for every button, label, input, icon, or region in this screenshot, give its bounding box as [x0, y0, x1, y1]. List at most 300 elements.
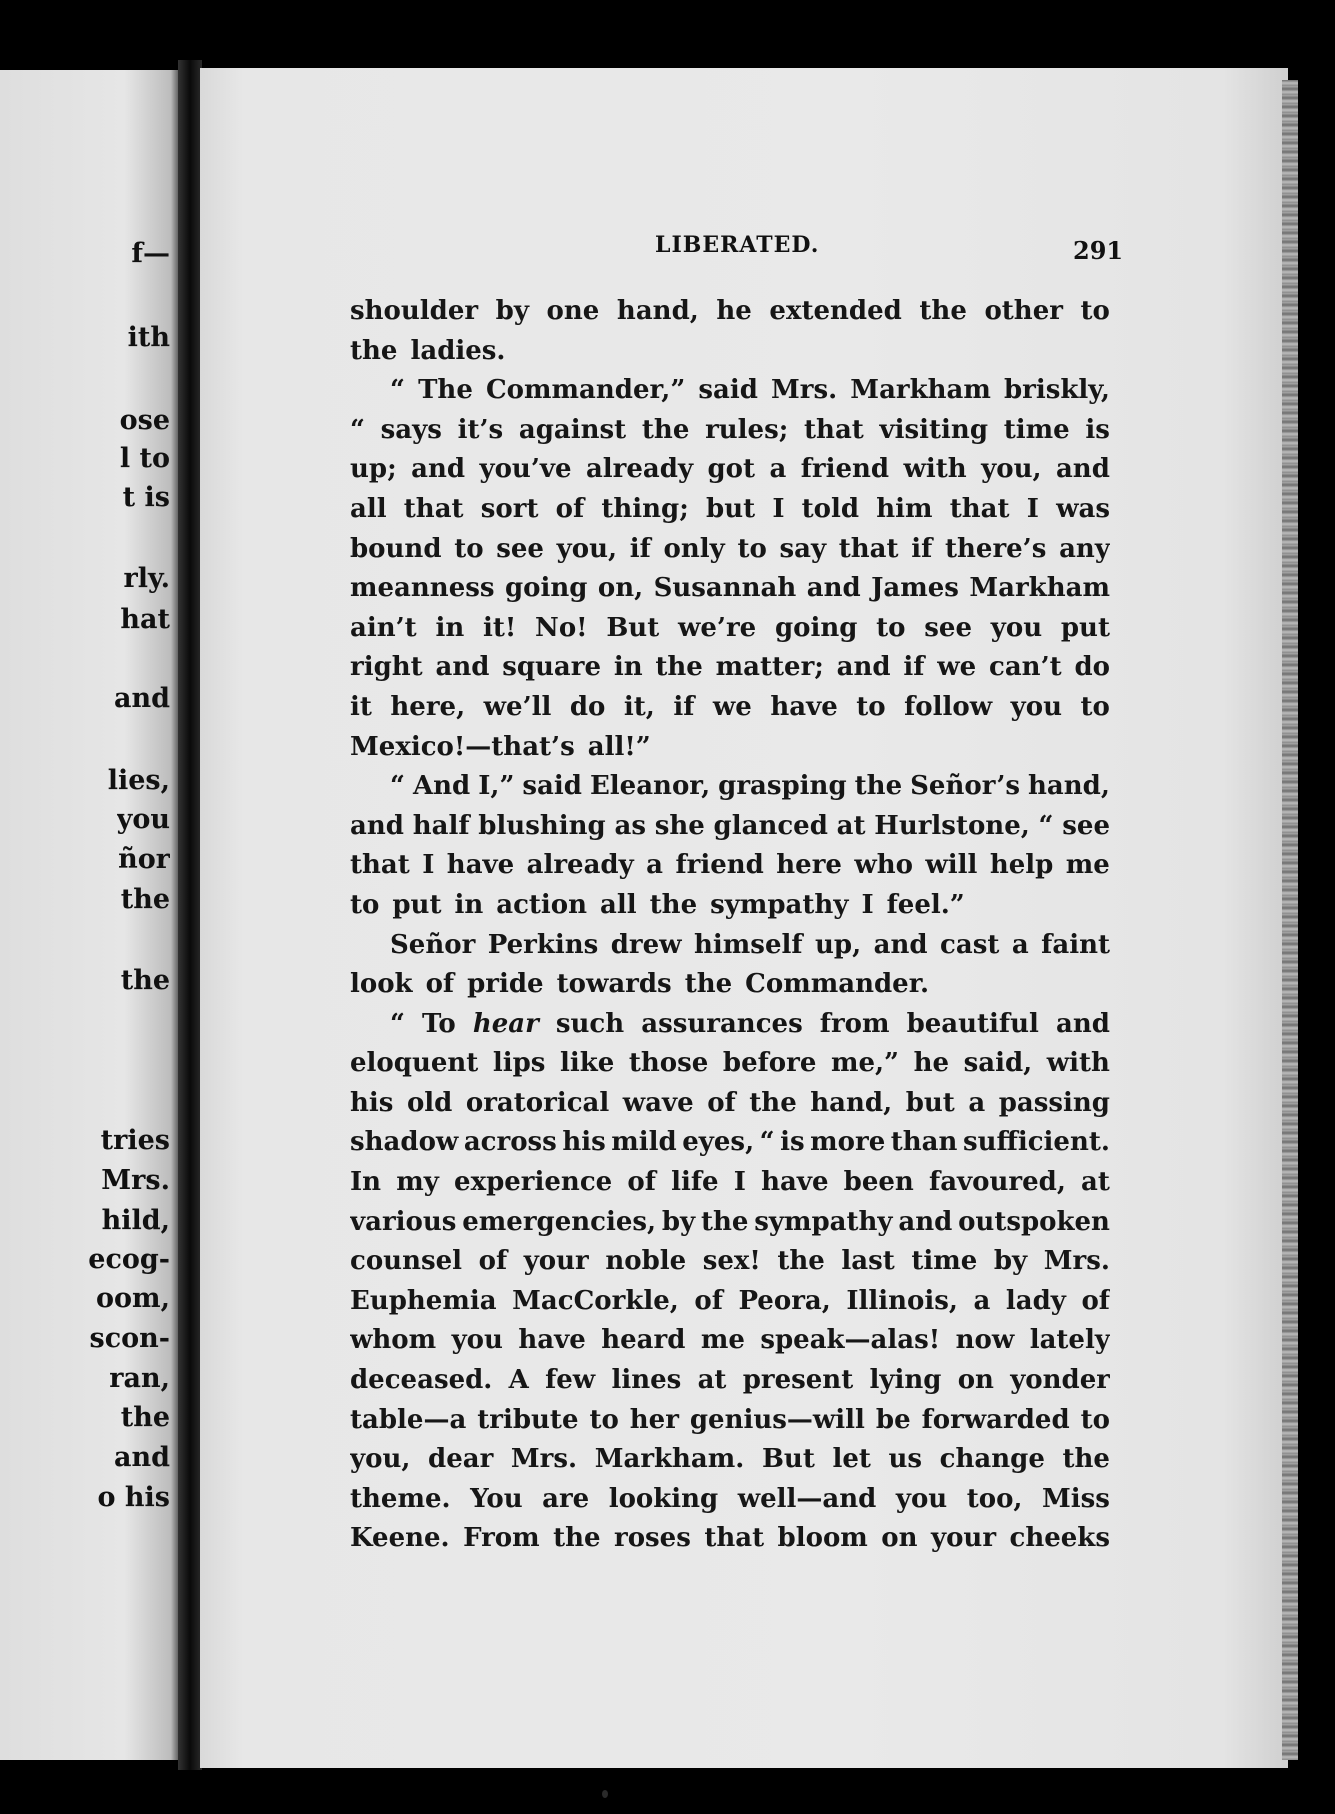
text-line: [350, 1361, 1110, 1401]
text-line: [350, 1005, 1110, 1045]
text-line: [350, 1401, 1110, 1441]
word: put: [1060, 612, 1110, 643]
word: “: [390, 1008, 405, 1039]
word: his: [350, 1087, 394, 1118]
word: such: [555, 1008, 625, 1039]
word: him: [876, 493, 933, 524]
word: lying: [869, 1365, 942, 1396]
word: the: [700, 1206, 749, 1237]
word: let: [832, 1444, 871, 1475]
word: if: [911, 533, 933, 564]
word: by: [661, 1206, 696, 1237]
word: the: [1062, 1444, 1110, 1475]
word: going: [504, 573, 588, 604]
word: but: [905, 1087, 955, 1118]
word: see: [924, 612, 973, 643]
word: across: [463, 1127, 557, 1158]
text-line: [350, 1084, 1110, 1124]
word: she: [654, 810, 705, 841]
facing-page-fragment: ose: [119, 405, 170, 436]
text-line: [350, 411, 1110, 451]
word: that: [403, 493, 464, 524]
word: is: [780, 1127, 805, 1158]
word: it!: [482, 612, 517, 643]
word: bloom: [777, 1523, 868, 1554]
word: we’ll: [483, 691, 552, 722]
word: whom: [350, 1325, 437, 1356]
text-line: [350, 1480, 1110, 1520]
word: I: [422, 850, 435, 881]
word: of: [478, 1246, 508, 1277]
word: hear: [472, 1008, 539, 1039]
word: all: [350, 493, 387, 524]
word: in: [613, 652, 643, 683]
word: oratorical: [465, 1087, 610, 1118]
word: present: [742, 1365, 854, 1396]
facing-page-fragment: and: [113, 683, 170, 714]
word: Mrs.: [771, 375, 838, 406]
text-line: [350, 1321, 1110, 1361]
word: lines: [611, 1365, 682, 1396]
word: you: [1010, 691, 1062, 722]
word: than: [890, 1127, 958, 1158]
word: on,: [597, 573, 644, 604]
word: Susannah: [653, 573, 797, 604]
word: experience: [454, 1167, 613, 1198]
word: to: [589, 1404, 619, 1435]
word: But: [761, 1444, 815, 1475]
word: at: [836, 810, 866, 841]
word: feel.”: [886, 889, 965, 920]
word: “: [1038, 810, 1054, 841]
word: it: [350, 691, 372, 722]
facing-page-fragment: and: [113, 1442, 170, 1473]
word: ladies.: [410, 335, 506, 366]
text-line: [350, 1242, 1110, 1282]
word: by: [993, 1246, 1028, 1277]
word: rules;: [705, 414, 789, 445]
word: himself: [694, 929, 803, 960]
word: well—and: [737, 1483, 877, 1514]
word: No!: [535, 612, 588, 643]
word: see: [496, 533, 544, 564]
word: only: [663, 533, 725, 564]
word: and: [873, 929, 928, 960]
text-line: [350, 1163, 1110, 1203]
facing-page-fragment: ecog-: [88, 1244, 170, 1275]
word: said: [698, 375, 758, 406]
word: of: [707, 1087, 736, 1118]
word: to: [876, 612, 906, 643]
word: that: [350, 850, 410, 881]
word: change: [939, 1444, 1045, 1475]
word: pride: [467, 969, 544, 1000]
word: “: [390, 375, 405, 406]
word: time: [1003, 414, 1070, 445]
text-line: [350, 1440, 1110, 1480]
word: is: [1085, 414, 1110, 445]
word: more: [810, 1127, 886, 1158]
word: towards: [556, 969, 672, 1000]
word: the: [350, 335, 398, 366]
word: and: [836, 652, 891, 683]
word: who: [854, 850, 913, 881]
word: “: [390, 771, 405, 802]
word: hand,: [1028, 771, 1110, 802]
word: I: [861, 889, 874, 920]
page-edge: [1282, 80, 1298, 1760]
word: visiting: [879, 414, 988, 445]
facing-page-fragment: oom,: [96, 1283, 170, 1314]
word: too,: [966, 1483, 1023, 1514]
word: bound: [350, 533, 442, 564]
word: last: [841, 1246, 895, 1277]
word: me: [700, 1325, 745, 1356]
text-line: [350, 1282, 1110, 1322]
word: glanced: [713, 810, 828, 841]
text-line: [350, 490, 1110, 530]
word: and: [898, 1206, 953, 1237]
word: there’s: [944, 533, 1047, 564]
word: and: [350, 810, 404, 841]
word: briskly,: [1004, 375, 1110, 406]
word: grasping: [718, 771, 847, 802]
word: MacCorkle,: [512, 1285, 679, 1316]
word: In: [350, 1167, 382, 1198]
word: of: [694, 1285, 723, 1316]
word: put: [392, 889, 442, 920]
word: and: [1055, 1008, 1110, 1039]
word: action: [496, 889, 588, 920]
facing-page-fragment: the: [120, 965, 170, 996]
word: counsel: [350, 1246, 463, 1277]
word: in: [435, 612, 465, 643]
facing-page-fragment: tries: [100, 1125, 170, 1156]
text-line: [350, 530, 1110, 570]
word: of: [425, 969, 455, 1000]
word: going: [774, 612, 858, 643]
word: the: [655, 652, 703, 683]
word: any: [1059, 533, 1110, 564]
word: we’re: [677, 612, 757, 643]
word: looking: [608, 1483, 719, 1514]
word: be: [875, 1404, 911, 1435]
text-line: [350, 965, 1110, 1005]
text-line: [350, 450, 1110, 490]
word: we: [712, 691, 752, 722]
word: faint: [1041, 929, 1110, 960]
word: I: [1026, 493, 1039, 524]
word: Hurlstone,: [874, 810, 1030, 841]
word: extended: [769, 296, 902, 326]
word: tribute: [477, 1404, 579, 1435]
word: sort: [480, 493, 539, 524]
word: meanness: [350, 573, 495, 604]
word: can’t: [989, 652, 1062, 683]
text-line: [350, 688, 1110, 728]
word: And: [412, 771, 471, 802]
facing-page-fragment: ran,: [109, 1363, 170, 1394]
facing-page-fragment: l to: [119, 443, 170, 474]
word: dear: [428, 1444, 494, 1475]
word: To: [422, 1008, 456, 1039]
word: friend: [675, 850, 764, 881]
word: a: [646, 850, 664, 881]
word: Perkins: [487, 929, 599, 960]
word: my: [396, 1167, 439, 1198]
word: drew: [610, 929, 682, 960]
word: the: [749, 1087, 797, 1118]
word: to: [1080, 691, 1110, 722]
facing-page-fragment: o his: [97, 1482, 170, 1513]
word: thing;: [601, 493, 689, 524]
word: But: [606, 612, 660, 643]
text-line: [350, 1203, 1110, 1243]
word: on: [881, 1523, 918, 1554]
word: shoulder: [350, 296, 479, 326]
word: have: [770, 691, 838, 722]
text-line: [350, 648, 1110, 688]
word: the: [854, 771, 903, 802]
word: sympathy: [754, 1206, 893, 1237]
facing-page-fragment: you: [116, 804, 170, 835]
word: Commander,”: [485, 375, 686, 406]
word: eyes,: [682, 1127, 755, 1158]
word: hand,: [810, 1087, 893, 1118]
word: wave: [622, 1087, 694, 1118]
text-line: [350, 1123, 1110, 1163]
word: the: [777, 1246, 825, 1277]
word: he: [716, 296, 752, 326]
word: but: [706, 493, 756, 524]
word: his: [562, 1127, 606, 1158]
word: I,”: [478, 771, 515, 802]
word: Markham.: [594, 1444, 745, 1475]
word: us: [888, 1444, 923, 1475]
word: Euphemia: [350, 1285, 497, 1316]
word: outspoken: [958, 1206, 1110, 1237]
word: old: [406, 1087, 453, 1118]
word: and: [806, 573, 861, 604]
facing-page-fragment: ñor: [118, 844, 170, 875]
facing-page-fragment: lies,: [107, 765, 170, 796]
word: to: [454, 533, 484, 564]
word: to: [1080, 1404, 1110, 1435]
word: said: [522, 771, 582, 802]
text-line: [350, 292, 1110, 332]
word: against: [518, 414, 627, 445]
word: the: [641, 414, 690, 445]
word: genius—will: [689, 1404, 865, 1435]
text-line: [350, 886, 1110, 926]
word: blushing: [478, 810, 606, 841]
word: half: [412, 810, 470, 841]
word: deceased.: [350, 1365, 493, 1396]
word: her: [629, 1404, 679, 1435]
word: been: [843, 1167, 914, 1198]
word: “: [759, 1127, 775, 1158]
word: sympathy: [710, 889, 849, 920]
word: passing: [998, 1087, 1110, 1118]
word: you: [895, 1483, 948, 1514]
word: a: [1011, 929, 1029, 960]
word: friend: [800, 454, 890, 485]
word: Miss: [1041, 1483, 1110, 1514]
word: if: [673, 691, 695, 722]
word: if: [903, 652, 925, 683]
word: up,: [815, 929, 862, 960]
word: help: [989, 850, 1054, 881]
word: favoured,: [929, 1167, 1066, 1198]
word: table—a: [350, 1404, 467, 1435]
word: right: [350, 652, 423, 683]
word: Keene.: [350, 1523, 450, 1554]
word: already: [585, 454, 694, 485]
word: one: [546, 296, 600, 326]
body-text: [350, 292, 1110, 1559]
word: Eleanor,: [589, 771, 711, 802]
word: the: [684, 969, 733, 1000]
word: of: [555, 493, 585, 524]
word: Peora,: [738, 1285, 831, 1316]
word: of: [1081, 1285, 1110, 1316]
word: forwarded: [921, 1404, 1070, 1435]
word: all!”: [587, 731, 651, 762]
word: beautiful: [906, 1008, 1039, 1039]
text-line: [350, 767, 1110, 807]
word: do: [569, 691, 606, 722]
word: speak—alas!: [760, 1325, 941, 1356]
word: Señor’s: [910, 771, 1021, 802]
word: Commander.: [745, 969, 930, 1000]
word: told: [801, 493, 860, 524]
word: it,: [623, 691, 655, 722]
word: to: [737, 533, 767, 564]
word: as: [614, 810, 646, 841]
word: a: [769, 454, 787, 485]
word: theme.: [350, 1483, 451, 1514]
word: Mrs.: [1043, 1246, 1110, 1277]
facing-page: [0, 70, 178, 1760]
word: time: [911, 1246, 978, 1277]
facing-page-fragment: scon-: [89, 1323, 170, 1354]
word: and: [435, 652, 490, 683]
word: your: [523, 1246, 589, 1277]
word: a: [973, 1285, 991, 1316]
word: I: [733, 1167, 746, 1198]
word: you,: [981, 454, 1042, 485]
word: by: [495, 296, 529, 326]
word: in: [454, 889, 484, 920]
word: and: [411, 454, 466, 485]
word: lady: [1005, 1285, 1066, 1316]
word: Mexico!—that’s: [350, 731, 575, 762]
word: will: [925, 850, 978, 881]
word: he: [913, 1048, 950, 1079]
word: now: [955, 1325, 1015, 1356]
word: was: [1056, 493, 1110, 524]
word: life: [671, 1167, 719, 1198]
word: the: [919, 296, 967, 326]
word: look: [350, 969, 413, 1000]
word: of: [627, 1167, 656, 1198]
word: me,”: [830, 1048, 900, 1079]
word: Señor: [390, 929, 476, 960]
word: with: [903, 454, 967, 485]
word: up;: [350, 454, 397, 485]
word: cast: [940, 929, 1000, 960]
word: the: [553, 1523, 601, 1554]
word: already: [526, 850, 634, 881]
word: I: [772, 493, 785, 524]
facing-page-fragment: the: [120, 1402, 170, 1433]
word: you,: [350, 1444, 411, 1475]
word: heard: [601, 1325, 686, 1356]
word: see: [1062, 810, 1110, 841]
word: all: [600, 889, 637, 920]
word: it’s: [457, 414, 504, 445]
word: at: [697, 1365, 727, 1396]
page-number: 291: [1073, 236, 1124, 265]
word: that: [949, 493, 1010, 524]
word: do: [1074, 652, 1110, 683]
word: shadow: [350, 1127, 459, 1158]
word: eloquent: [350, 1048, 479, 1079]
word: James: [871, 573, 959, 604]
book-gutter: [178, 60, 202, 1770]
word: ain’t: [350, 612, 417, 643]
word: from: [819, 1008, 890, 1039]
word: a: [968, 1087, 986, 1118]
text-line: [350, 332, 1110, 372]
word: From: [463, 1523, 540, 1554]
text-line: [350, 728, 1110, 768]
word: we: [937, 652, 977, 683]
scan-speck: [602, 1790, 608, 1798]
word: on: [957, 1365, 994, 1396]
word: you’ve: [479, 454, 572, 485]
word: Markham: [850, 375, 991, 406]
word: various: [350, 1206, 457, 1237]
word: sex!: [702, 1246, 761, 1277]
facing-page-fragment: Mrs.: [101, 1165, 170, 1196]
word: if: [629, 533, 651, 564]
word: you,: [556, 533, 618, 564]
word: Illinois,: [846, 1285, 958, 1316]
running-head: LIBERATED.: [655, 232, 820, 258]
word: said,: [963, 1048, 1033, 1079]
facing-page-fragment: t is: [122, 482, 170, 513]
word: have: [518, 1325, 586, 1356]
facing-page-fragment: ith: [127, 322, 170, 353]
word: few: [545, 1365, 596, 1396]
word: sufficient.: [962, 1127, 1110, 1158]
text-line: [350, 569, 1110, 609]
word: Mrs.: [510, 1444, 578, 1475]
word: me: [1065, 850, 1110, 881]
text-line: [350, 846, 1110, 886]
word: that: [838, 533, 899, 564]
text-line: [350, 807, 1110, 847]
word: you: [451, 1325, 503, 1356]
word: the: [649, 889, 698, 920]
word: that: [804, 414, 864, 445]
word: say: [779, 533, 827, 564]
word: here: [776, 850, 842, 881]
word: You: [470, 1483, 523, 1514]
facing-page-fragment: the: [120, 884, 170, 915]
text-line: [350, 1044, 1110, 1084]
